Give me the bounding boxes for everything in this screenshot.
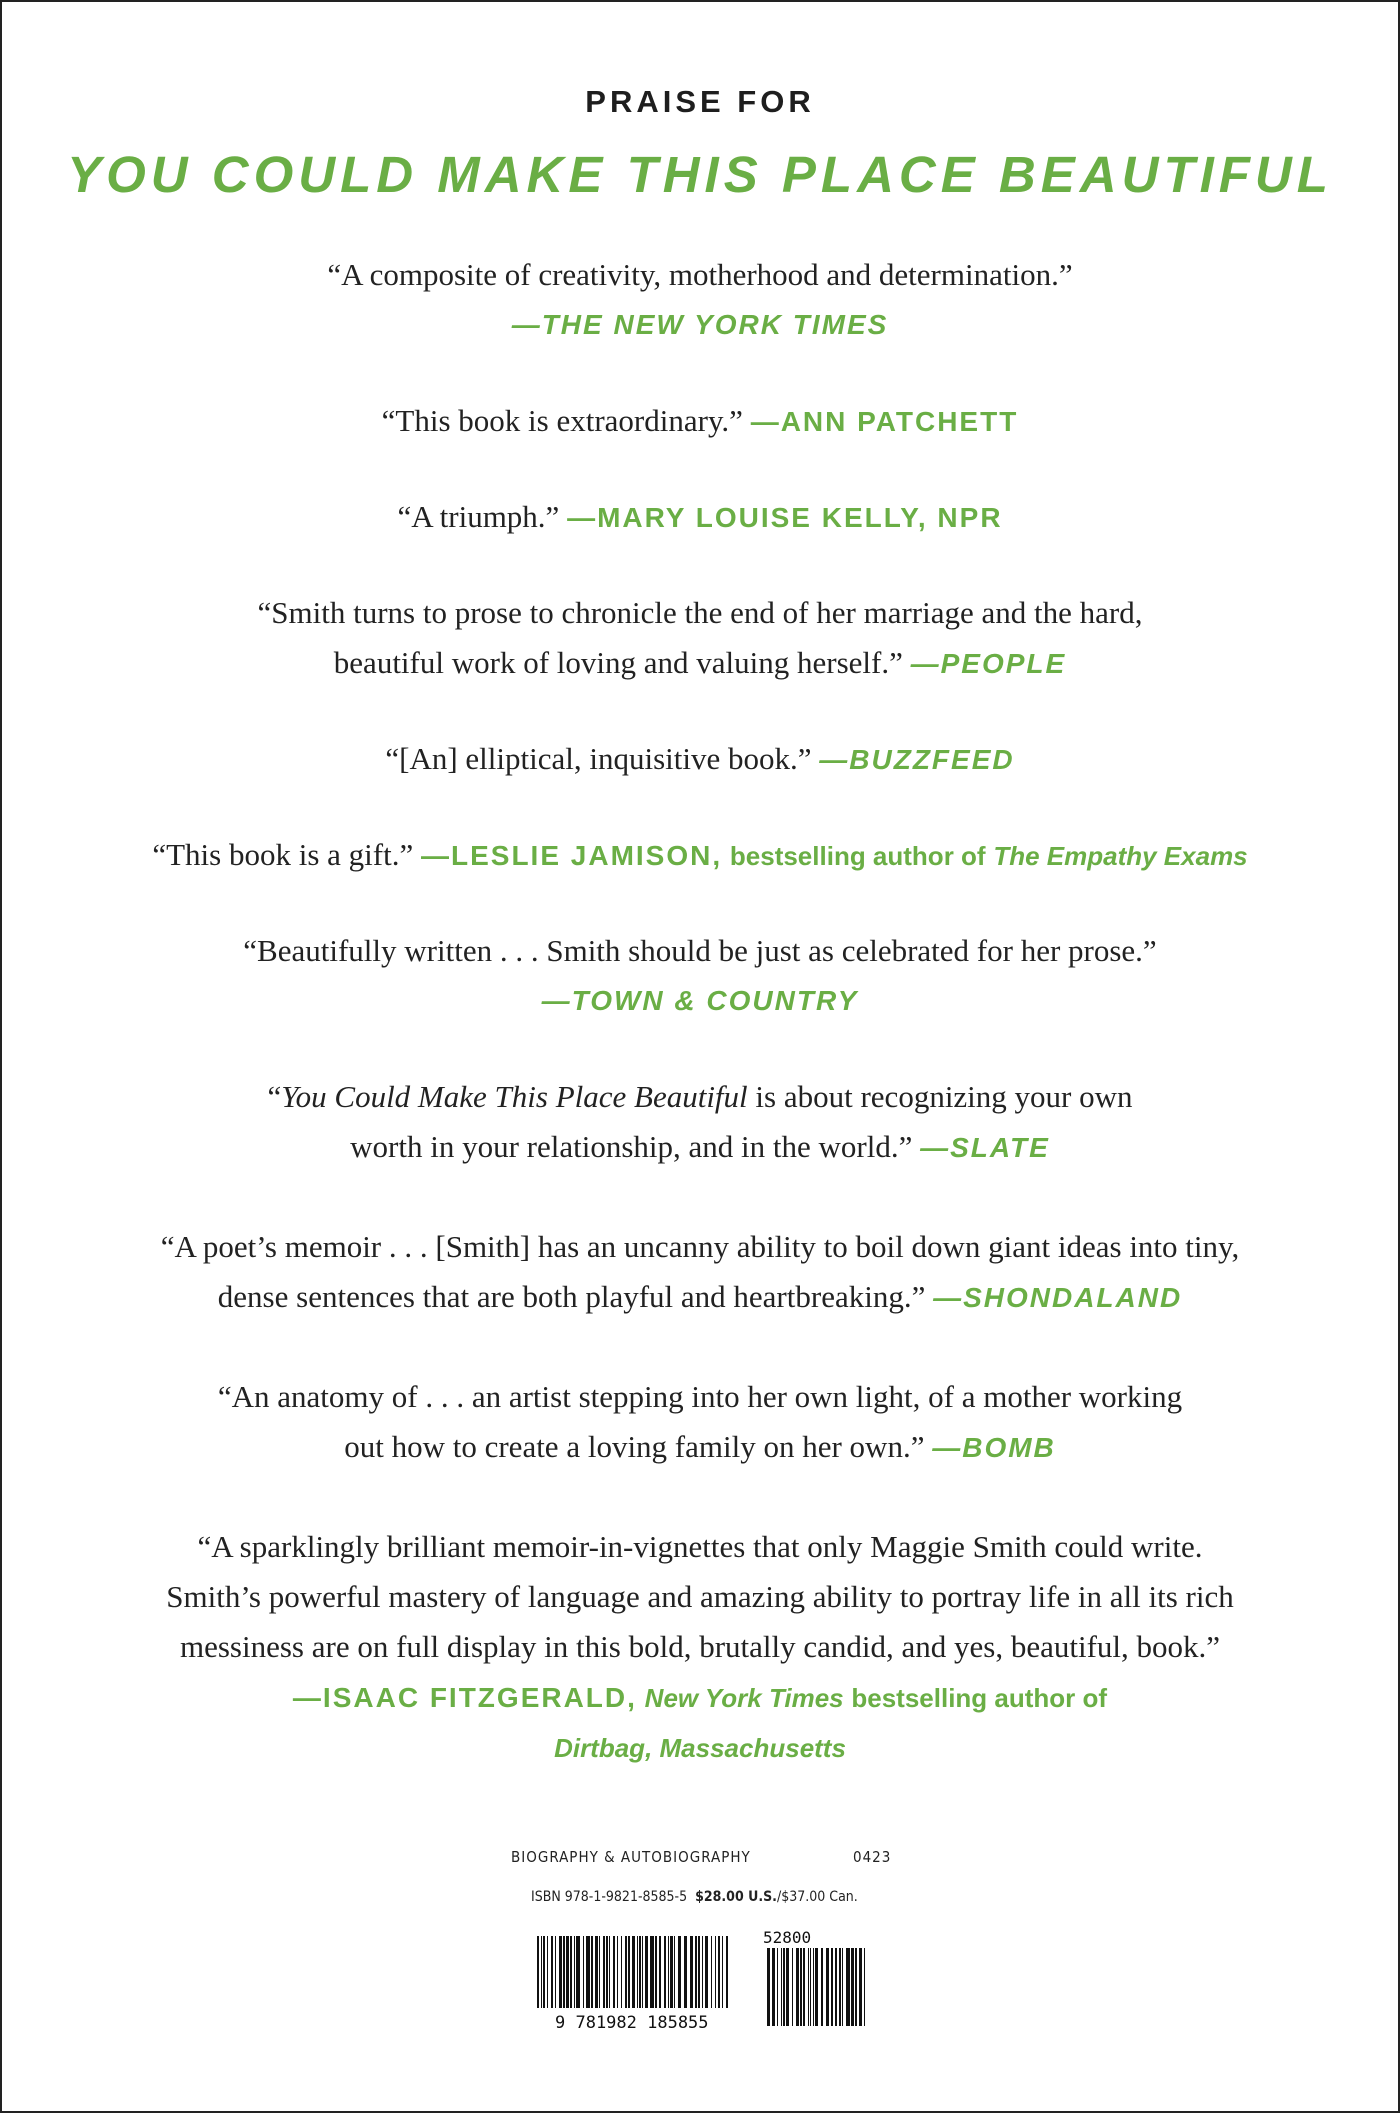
barcode-main-bars xyxy=(537,1936,728,2008)
quote-10-attribution: —BOMB xyxy=(932,1432,1056,1463)
quote-10-line-1: “An anatomy of . . . an artist stepping into her own light, of a mother working xyxy=(217,1379,1183,1414)
barcode-bar xyxy=(859,1948,862,2026)
barcode-bar xyxy=(783,1948,785,2026)
barcode-bar xyxy=(566,1936,569,2008)
quote-4-attribution: —PEOPLE xyxy=(910,648,1067,679)
barcode-bar xyxy=(781,1948,782,2026)
barcode-bar xyxy=(574,1936,575,2008)
praise-for-heading: PRAISE FOR xyxy=(585,84,815,119)
quote-2 xyxy=(0,396,1400,447)
barcode-bar xyxy=(702,1936,703,2008)
barcode-bar xyxy=(645,1936,648,2008)
barcode-bar xyxy=(772,1948,775,2026)
quote-6-text: “This book is a gift.” xyxy=(152,837,414,872)
barcode-bar xyxy=(541,1936,542,2008)
quote-8-title: You Could Make This Place Beautiful xyxy=(281,1079,748,1114)
quote-11-attribution: —ISAAC FITZGERALD, xyxy=(292,1682,637,1713)
book-title: YOU COULD MAKE THIS PLACE BEAUTIFUL xyxy=(67,146,1333,203)
quote-9-line-2 xyxy=(0,1272,1400,1323)
barcode-bar xyxy=(839,1948,841,2026)
isbn-line xyxy=(531,1889,858,1905)
barcode-bar xyxy=(777,1948,778,2026)
barcode-graphic xyxy=(515,1930,865,2030)
barcode-bar xyxy=(664,1936,666,2008)
quote-1-attribution: —THE NEW YORK TIMES xyxy=(511,309,889,340)
quote-7-line-1: “Beautifully written . . . Smith should be just as celebrated for her prose.” xyxy=(243,933,1157,968)
barcode-bar xyxy=(570,1936,572,2008)
barcode-bar xyxy=(555,1936,556,2008)
quote-3-attribution: —MARY LOUISE KELLY, NPR xyxy=(567,502,1003,533)
barcode-bar xyxy=(670,1936,673,2008)
barcode-bar xyxy=(668,1936,669,2008)
quote-5-attribution: —BUZZFEED xyxy=(819,744,1015,775)
price-us: $28.00 U.S. xyxy=(695,1889,777,1905)
barcode-bar xyxy=(842,1948,843,2026)
barcode-bar xyxy=(537,1936,539,2008)
barcode-bar xyxy=(718,1936,720,2008)
quote-6-attribution: —LESLIE JAMISON, xyxy=(420,840,723,871)
quote-2-attribution: —ANN PATCHETT xyxy=(750,406,1019,437)
barcode xyxy=(515,1930,865,2030)
barcode-bar xyxy=(698,1936,700,2008)
quote-11-note-title-2-line xyxy=(0,1722,1400,1773)
quote-7-attribution: —TOWN & COUNTRY xyxy=(541,985,859,1016)
barcode-bar xyxy=(821,1948,823,2026)
barcode-bar xyxy=(591,1936,593,2008)
barcode-bar xyxy=(606,1936,608,2008)
barcode-bar xyxy=(796,1948,799,2026)
quote-5-text: “[An] elliptical, inquisitive book.” xyxy=(385,741,812,776)
barcode-digits: 9 781982 185855 xyxy=(555,2013,709,2030)
quote-11-attribution-line xyxy=(0,1672,1400,1723)
quote-11-line-3: messiness are on full display in this bold, brutally candid, and yes, beautiful, book.” xyxy=(179,1629,1221,1664)
isbn-number: ISBN 978-1-9821-8585-5 xyxy=(531,1889,688,1905)
barcode-bar xyxy=(690,1936,693,2008)
quote-11-line-2: Smith’s powerful mastery of language and amazing ability to portray life in all its rich xyxy=(166,1579,1234,1614)
quote-10-line-2-text: out how to create a loving family on her own.” xyxy=(344,1429,925,1464)
barcode-addon-bars xyxy=(767,1948,865,2026)
barcode-bar xyxy=(674,1936,675,2008)
barcode-bar xyxy=(543,1936,545,2008)
barcode-bar xyxy=(803,1948,805,2026)
quote-5 xyxy=(0,734,1400,785)
barcode-bar xyxy=(726,1936,728,2008)
barcode-bar xyxy=(650,1936,654,2008)
quote-8-line-1 xyxy=(0,1072,1400,1122)
barcode-bar xyxy=(599,1936,600,2008)
quote-8-line-2-text: worth in your relationship, and in the world.” xyxy=(350,1129,913,1164)
quote-4-line-2 xyxy=(0,638,1400,689)
barcode-bar xyxy=(826,1948,829,2026)
quote-6-note: bestselling author of xyxy=(729,841,986,871)
quote-4-line-2-text: beautiful work of loving and valuing herself.” xyxy=(333,645,903,680)
quote-3-text: “A triumph.” xyxy=(397,499,560,534)
quote-1-line-1: “A composite of creativity, motherhood and determination.” xyxy=(327,257,1073,292)
barcode-bar xyxy=(684,1936,687,2008)
barcode-bar xyxy=(595,1936,598,2008)
barcode-bar xyxy=(637,1936,638,2008)
quote-11-line-1: “A sparklingly brilliant memoir-in-vignettes that only Maggie Smith could write. xyxy=(197,1529,1203,1564)
barcode-bar xyxy=(628,1936,630,2008)
barcode-bar xyxy=(603,1936,605,2008)
price-can: /$37.00 Can. xyxy=(776,1889,858,1905)
barcode-bar xyxy=(586,1936,590,2008)
barcode-bar xyxy=(786,1948,789,2026)
barcode-bar xyxy=(767,1948,770,2026)
barcode-bar xyxy=(813,1948,814,2026)
barcode-bar xyxy=(846,1948,850,2026)
barcode-bar xyxy=(659,1936,661,2008)
barcode-bar xyxy=(583,1936,584,2008)
barcode-bar xyxy=(705,1936,708,2008)
barcode-bar xyxy=(792,1948,793,2026)
barcode-bar xyxy=(617,1936,618,2008)
quote-8-line-2 xyxy=(0,1122,1400,1173)
category-label: BIOGRAPHY & AUTOBIOGRAPHY xyxy=(511,1848,751,1866)
barcode-bar xyxy=(678,1936,681,2008)
barcode-bar xyxy=(563,1936,565,2008)
barcode-bar xyxy=(864,1948,865,2026)
quote-9-attribution: —SHONDALAND xyxy=(933,1282,1183,1313)
quote-9-line-2-text: dense sentences that are both playful and heartbreaking.” xyxy=(217,1279,926,1314)
barcode-bar xyxy=(576,1936,580,2008)
barcode-bar xyxy=(711,1936,712,2008)
quote-8-line-1-text: is about recognizing your own xyxy=(755,1079,1133,1114)
barcode-bar xyxy=(855,1948,857,2026)
barcode-bar xyxy=(609,1936,610,2008)
quote-8-open-quote: “ xyxy=(267,1079,282,1114)
barcode-bar xyxy=(715,1936,716,2008)
category-code: 0423 xyxy=(853,1848,892,1866)
barcode-bar xyxy=(621,1936,622,2008)
barcode-bar xyxy=(655,1936,657,2008)
barcode-bar xyxy=(810,1948,811,2026)
quote-3 xyxy=(0,492,1400,543)
barcode-bar xyxy=(613,1936,615,2008)
quote-6 xyxy=(0,830,1400,881)
barcode-bar xyxy=(851,1948,854,2026)
barcode-bar xyxy=(632,1936,635,2008)
quote-4-line-1: “Smith turns to prose to chronicle the end of her marriage and the hard, xyxy=(257,595,1143,630)
barcode-bar xyxy=(559,1936,562,2008)
barcode-bar xyxy=(815,1948,818,2026)
barcode-addon-digits: 52800 xyxy=(763,1930,812,1947)
barcode-bar xyxy=(835,1948,837,2026)
barcode-bar xyxy=(547,1936,548,2008)
barcode-bar xyxy=(639,1936,641,2008)
quote-9-line-1: “A poet’s memoir . . . [Smith] has an uncanny ability to boil down giant ideas into tiny, xyxy=(160,1229,1240,1264)
quote-10-line-2 xyxy=(0,1422,1400,1473)
quote-11-note-title: New York Times xyxy=(644,1683,844,1713)
quote-11-note: bestselling author of xyxy=(851,1683,1108,1713)
quote-8-attribution: —SLATE xyxy=(920,1132,1050,1163)
barcode-bar xyxy=(831,1948,833,2026)
barcode-bar xyxy=(695,1936,697,2008)
barcode-bar xyxy=(551,1936,553,2008)
barcode-bar xyxy=(625,1936,627,2008)
quote-6-note-title: The Empathy Exams xyxy=(993,841,1248,871)
quote-2-text: “This book is extraordinary.” xyxy=(381,403,743,438)
barcode-bar xyxy=(642,1936,643,2008)
barcode-bar xyxy=(722,1936,723,2008)
quote-11-note-title-2: Dirtbag, Massachusetts xyxy=(554,1733,846,1763)
barcode-bar xyxy=(808,1948,809,2026)
barcode-bar xyxy=(800,1948,802,2026)
